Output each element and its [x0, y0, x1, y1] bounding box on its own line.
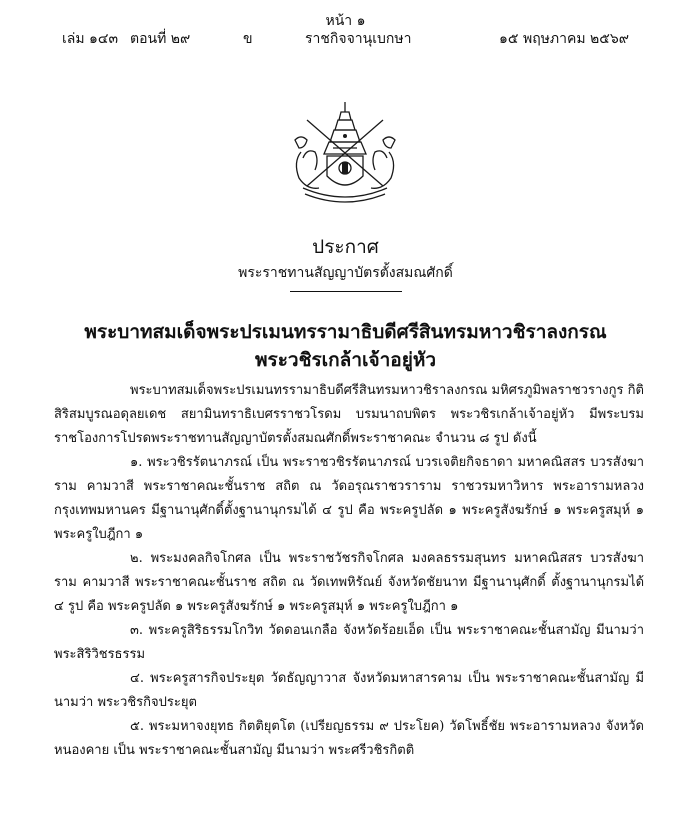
list-item: ๔. พระครูสารกิจประยุต วัดธัญญาวาส จังหวัดมหาสารคาม เป็น พระราชาคณะชั้นสามัญ มีนามว่า พระวชิรกิจประยุต: [54, 671, 645, 710]
announcement-subtitle: พระราชทานสัญญาบัตรตั้งสมณศักดิ์: [238, 265, 453, 281]
list-item: ๒. พระมงคลกิจโกศล เป็น พระราชวัชรกิจโกศล มงคลธรรมสุนทร มหาคณิสสร บวรสังฆาราม คามวาสี พระราชาคณะชั้นราช สถิต ณ วัดเทพหิรัณย์ จังหวัดชัยนาท มีฐานานุศักดิ์ ตั้งฐานานุกรมได้ ๔ รูป คือ พระครูปลัด ๑ พระครูสังฆรักษ์ ๑ พระครูสมุห์ ๑ พระครูใบฎีกา ๑: [54, 551, 645, 614]
king-name-line-1: พระบาทสมเด็จพระปรเมนทรรามาธิบดีศรีสินทรมหาวชิราลงกรณ: [84, 321, 607, 343]
list-item: ๓. พระครูสิริธรรมโกวิท วัดดอนเกลือ จังหวัดร้อยเอ็ด เป็น พระราชาคณะชั้นสามัญ มีนามว่า พระสิริวิชรธรรม: [54, 623, 644, 662]
title-divider: [290, 291, 402, 292]
gazette-header: [62, 28, 629, 50]
announcement-title: ประกาศ: [312, 236, 379, 258]
publication-name: ราชกิจจานุเบกษา: [305, 31, 412, 47]
section-part: ข: [243, 31, 253, 47]
volume-number: เล่ม ๑๔๓: [62, 31, 119, 47]
page-number: หน้า ๑: [325, 13, 366, 29]
section-number: ตอนที่ ๒๙: [130, 31, 191, 47]
list-item: ๕. พระมหาจงยุทธ กิตติยุตโต (เปรียญธรรม ๙ ประโยค) วัดโพธิ์ชัย พระอารามหลวง จังหวัดหนองคาย เป็น พระราชาคณะชั้นสามัญ มีนามว่า พระศรีวชิรกิตติ: [54, 719, 644, 758]
announcement-body: [54, 379, 644, 763]
publication-date: ๑๕ พฤษภาคม ๒๕๖๙: [499, 31, 629, 47]
king-name-line-2: พระวชิรเกล้าเจ้าอยู่หัว: [254, 349, 437, 371]
intro-paragraph: พระบาทสมเด็จพระปรเมนทรรามาธิบดีศรีสินทรมหาวชิราลงกรณ มหิศรภูมิพลราชวรางกูร กิติสิริสมบูรณอดุลยเดช สยามินทราธิเบศรราชวโรดม บรมนาถบพิตร พระวชิรเกล้าเจ้าอยู่หัว มีพระบรมราชโองการโปรดพระราชทานสัญญาบัตรตั้งสมณศักดิ์พระราชาคณะ จำนวน ๘ รูป ดังนี้: [54, 383, 644, 446]
list-item: ๑. พระวชิรรัตนาภรณ์ เป็น พระราชวชิรรัตนาภรณ์ บวรเจติยกิจธาดา มหาคณิสสร บวรสังฆาราม คามวาสี พระราชาคณะชั้นราช สถิต ณ วัดอรุณราชวราราม ราชวรมหาวิหาร พระอารามหลวง กรุงเทพมหานคร มีฐานานุศักดิ์ตั้งฐานานุกรมได้ ๔ รูป คือ พระครูปลัด ๑ พระครูสังฆรักษ์ ๑ พระครูสมุห์ ๑ พระครูใบฎีกา ๑: [54, 455, 644, 542]
royal-emblem-icon: [285, 100, 405, 212]
